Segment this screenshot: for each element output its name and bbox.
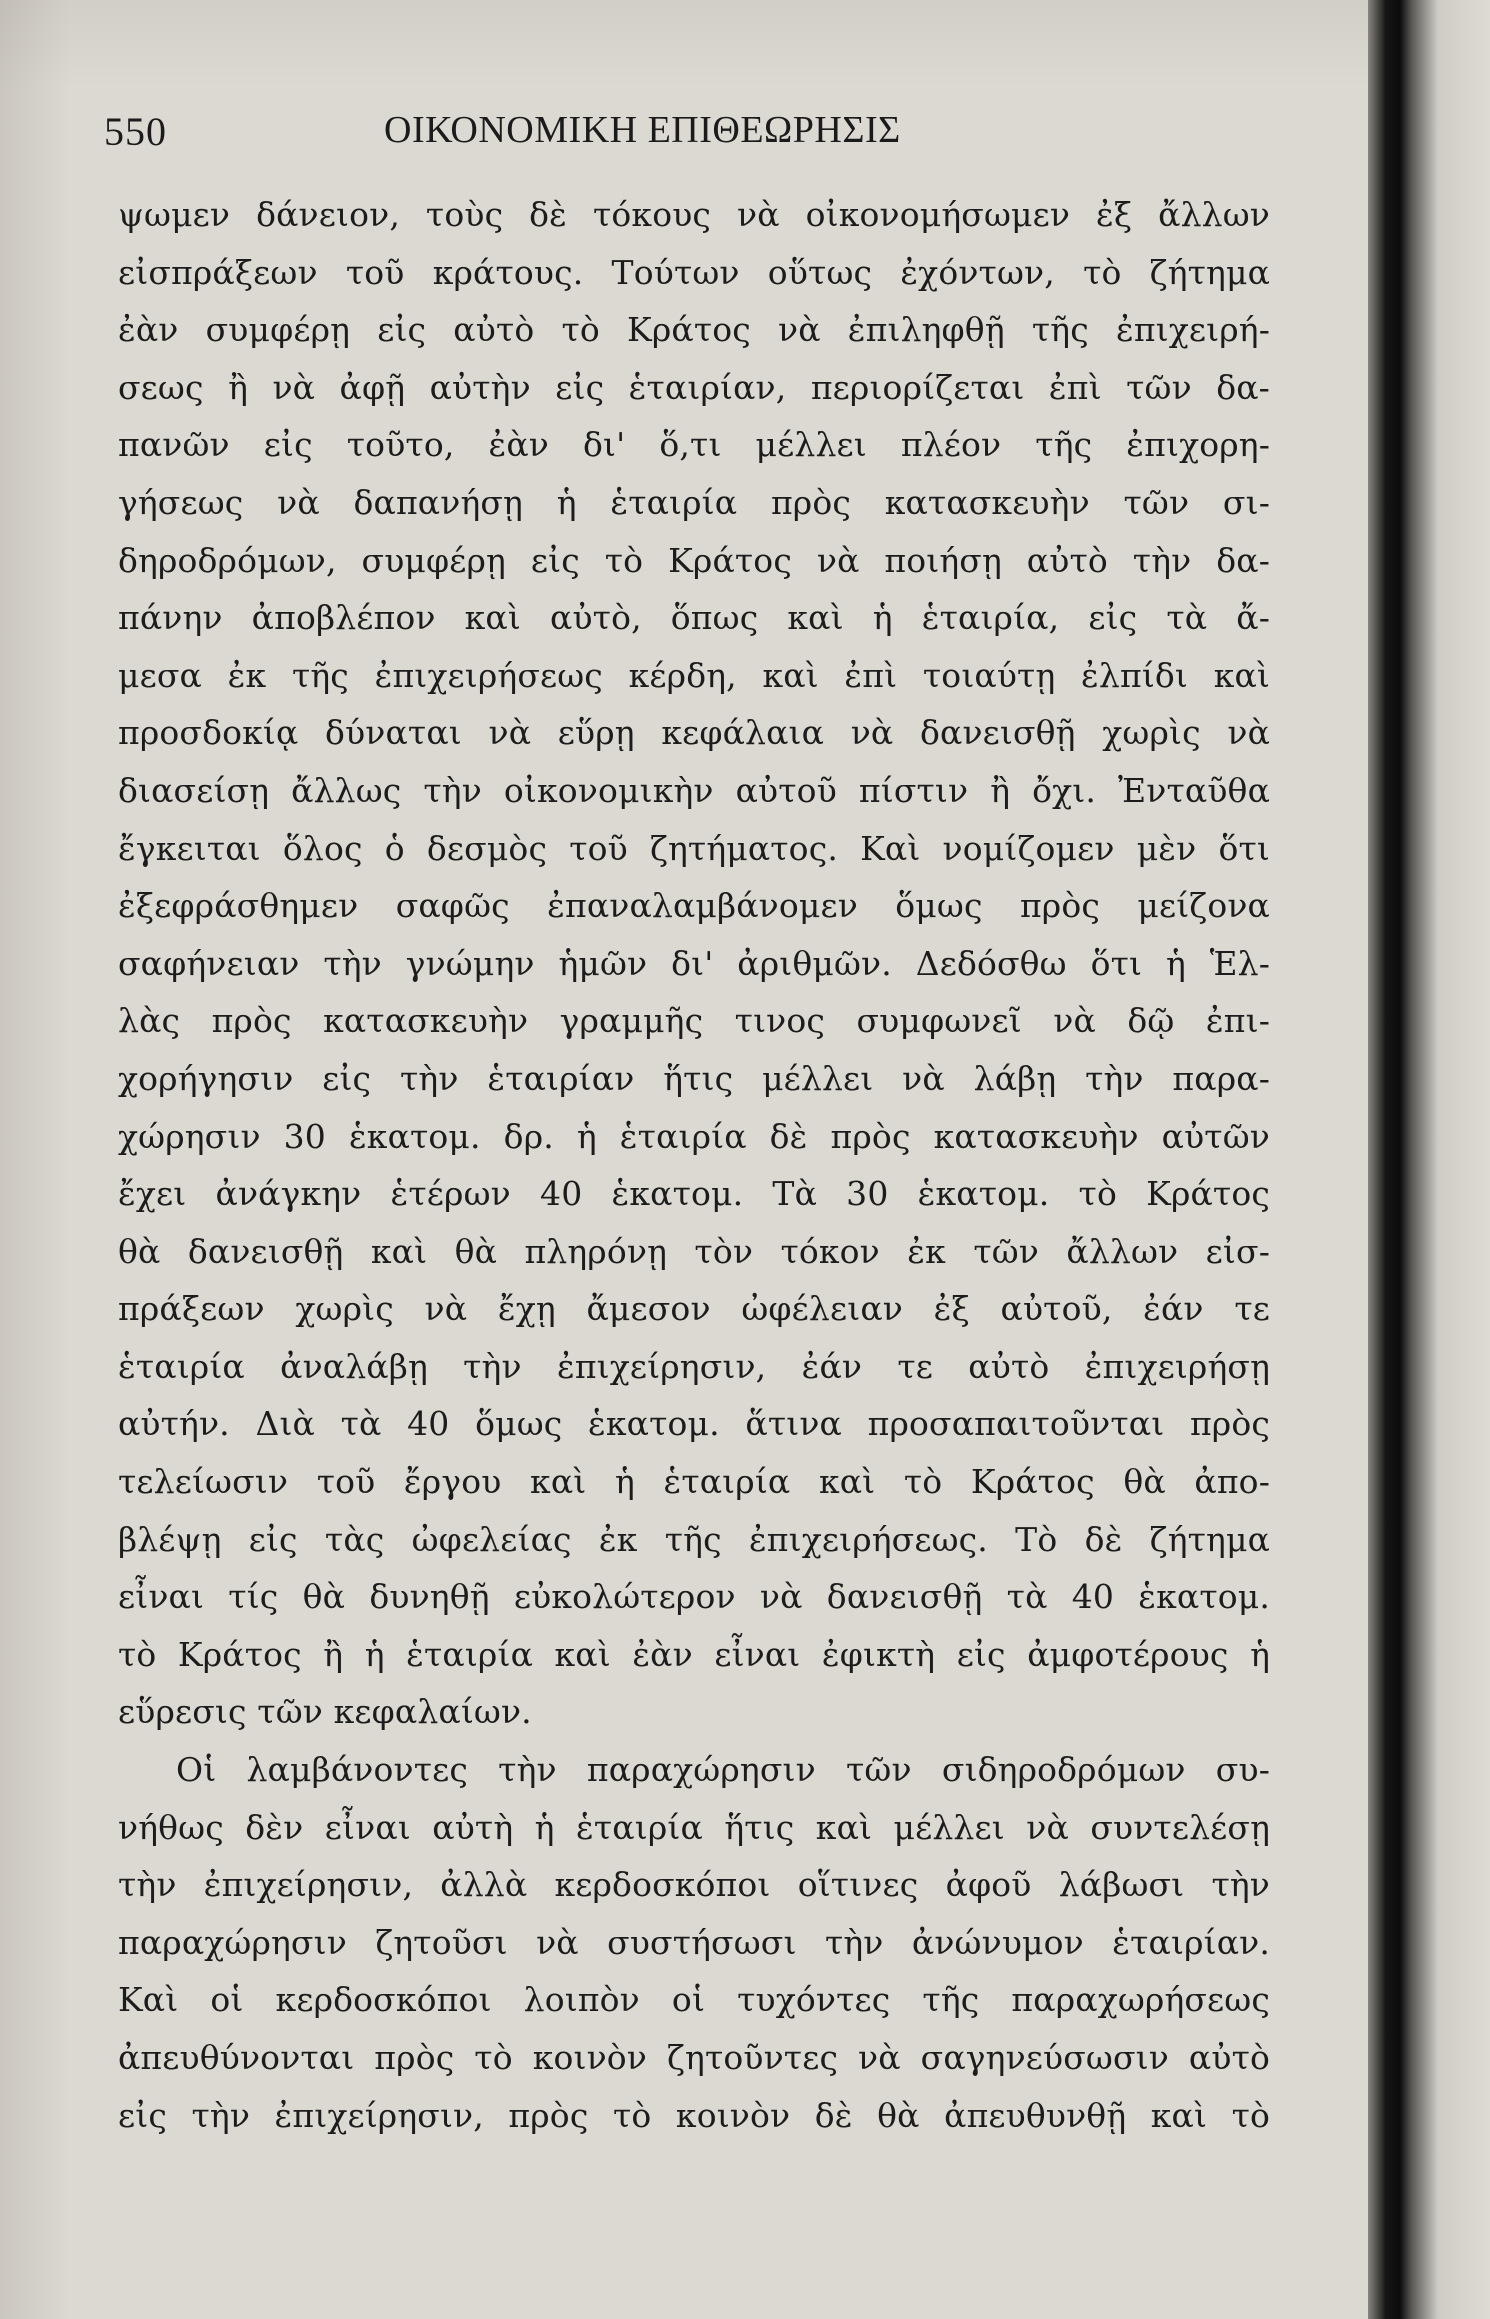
text-line: παραχώρησιν ζητοῦσι νὰ συστήσωσι τὴν ἀνώνυμον ἑταιρίαν. — [118, 1922, 1270, 1962]
text-line: χώρησιν 30 ἑκατομ. δρ. ἡ ἑταιρία δὲ πρὸς κατασκευὴν αὐτῶν — [118, 1116, 1270, 1156]
text-line: δηροδρόμων, συμφέρῃ εἰς τὸ Κράτος νὰ ποιήσῃ αὐτὸ τὴν δα- — [118, 540, 1270, 580]
text-line: τελείωσιν τοῦ ἔργου καὶ ἡ ἑταιρία καὶ τὸ Κράτος θὰ ἀπο- — [118, 1462, 1270, 1502]
book-binding-gutter — [1368, 0, 1490, 2319]
running-title: ΟΙΚΟΝΟΜΙΚΗ ΕΠΙΘΕΩΡΗΣΙΣ — [384, 109, 901, 151]
text-line: εἰς τὴν ἐπιχείρησιν, πρὸς τὸ κοινὸν δὲ θὰ ἀπευθυνθῇ καὶ τὸ — [118, 2095, 1270, 2135]
text-line: Οἱ λαμβάνοντες τὴν παραχώρησιν τῶν σιδηροδρόμων συ- — [176, 1750, 1270, 1790]
text-line: χορήγησιν εἰς τὴν ἑταιρίαν ἥτις μέλλει νὰ λάβῃ τὴν παρα- — [118, 1058, 1270, 1098]
text-line: πανῶν εἰς τοῦτο, ἐὰν δι' ὅ,τι μέλλει πλέον τῆς ἐπιχορη- — [118, 425, 1270, 465]
text-line: διασείσῃ ἄλλως τὴν οἰκονομικὴν αὐτοῦ πίστιν ἢ ὄχι. Ἐνταῦθα — [118, 770, 1270, 810]
text-line: εὕρεσις τῶν κεφαλαίων. — [118, 1692, 532, 1732]
paragraph-1 — [118, 186, 1270, 1741]
text-line: πράξεων χωρὶς νὰ ἔχῃ ἄμεσον ὠφέλειαν ἐξ αὐτοῦ, ἐάν τε — [118, 1289, 1270, 1329]
text-line: ἀπευθύνονται πρὸς τὸ κοινὸν ζητοῦντες νὰ σαγηνεύσωσιν αὐτὸ — [118, 2038, 1270, 2077]
text-line: ψωμεν δάνειον, τοὺς δὲ τόκους νὰ οἰκονομήσωμεν ἐξ ἄλλων — [118, 195, 1270, 234]
text-line: λὰς πρὸς κατασκευὴν γραμμῆς τινος συμφωνεῖ νὰ δῷ ἐπι- — [118, 1001, 1270, 1041]
text-line: βλέψῃ εἰς τὰς ὠφελείας ἐκ τῆς ἐπιχειρήσεως. Τὸ δὲ ζήτημα — [118, 1519, 1270, 1559]
text-line: σεως ἢ νὰ ἀφῇ αὐτὴν εἰς ἑταιρίαν, περιορίζεται ἐπὶ τῶν δα- — [118, 367, 1270, 407]
text-line: ἐξεφράσθημεν σαφῶς ἐπαναλαμβάνομεν ὅμως πρὸς μείζονα — [118, 886, 1270, 926]
text-line: ἔγκειται ὅλος ὁ δεσμὸς τοῦ ζητήματος. Καὶ νομίζομεν μὲν ὅτι — [118, 828, 1270, 868]
page-number: 550 — [104, 109, 167, 154]
text-line: ἑταιρία ἀναλάβῃ τὴν ἐπιχείρησιν, ἐάν τε αὐτὸ ἐπιχειρήσῃ — [118, 1346, 1270, 1386]
text-line: ἐὰν συμφέρῃ εἰς αὐτὸ τὸ Κράτος νὰ ἐπιληφθῇ τῆς ἐπιχειρή- — [118, 310, 1270, 350]
text-line: εἰσπράξεων τοῦ κράτους. Τούτων οὕτως ἐχόντων, τὸ ζήτημα — [118, 252, 1270, 292]
text-line: αὐτήν. Διὰ τὰ 40 ὅμως ἑκατομ. ἅτινα προσαπαιτοῦνται πρὸς — [118, 1404, 1270, 1444]
text-line: εἶναι τίς θὰ δυνηθῇ εὐκολώτερον νὰ δανεισθῇ τὰ 40 ἑκατομ. — [118, 1577, 1270, 1617]
text-line: τὸ Κράτος ἢ ἡ ἑταιρία καὶ ἐὰν εἶναι ἐφικτὴ εἰς ἀμφοτέρους ἡ — [118, 1634, 1270, 1674]
text-line: ἔχει ἀνάγκην ἑτέρων 40 ἑκατομ. Τὰ 30 ἑκατομ. τὸ Κράτος — [118, 1174, 1270, 1214]
page-header — [104, 108, 1004, 168]
text-line: νήθως δὲν εἶναι αὐτὴ ἡ ἑταιρία ἥτις καὶ μέλλει νὰ συντελέσῃ — [118, 1807, 1270, 1847]
text-line: τὴν ἐπιχείρησιν, ἀλλὰ κερδοσκόποι οἵτινες ἀφοῦ λάβωσι τὴν — [118, 1865, 1270, 1905]
text-line: θὰ δανεισθῇ καὶ θὰ πληρόνῃ τὸν τόκον ἐκ τῶν ἄλλων εἰσ- — [118, 1231, 1270, 1271]
text-line: μεσα ἐκ τῆς ἐπιχειρήσεως κέρδη, καὶ ἐπὶ τοιαύτῃ ἐλπίδι καὶ — [118, 655, 1270, 695]
paragraph-2 — [118, 1741, 1270, 2144]
text-line: Καὶ οἱ κερδοσκόποι λοιπὸν οἱ τυχόντες τῆς παραχωρήσεως — [118, 1980, 1270, 2020]
body-text — [118, 186, 1270, 2144]
text-line: πάνην ἀποβλέπον καὶ αὐτὸ, ὅπως καὶ ἡ ἑταιρία, εἰς τὰ ἄ- — [118, 598, 1270, 638]
text-line: γήσεως νὰ δαπανήσῃ ἡ ἑταιρία πρὸς κατασκευὴν τῶν σι- — [118, 482, 1270, 522]
text-line: προσδοκίᾳ δύναται νὰ εὕρῃ κεφάλαια νὰ δανεισθῇ χωρὶς νὰ — [118, 713, 1270, 753]
text-line: σαφήνειαν τὴν γνώμην ἡμῶν δι' ἀριθμῶν. Δεδόσθω ὅτι ἡ Ἑλ- — [118, 943, 1270, 983]
